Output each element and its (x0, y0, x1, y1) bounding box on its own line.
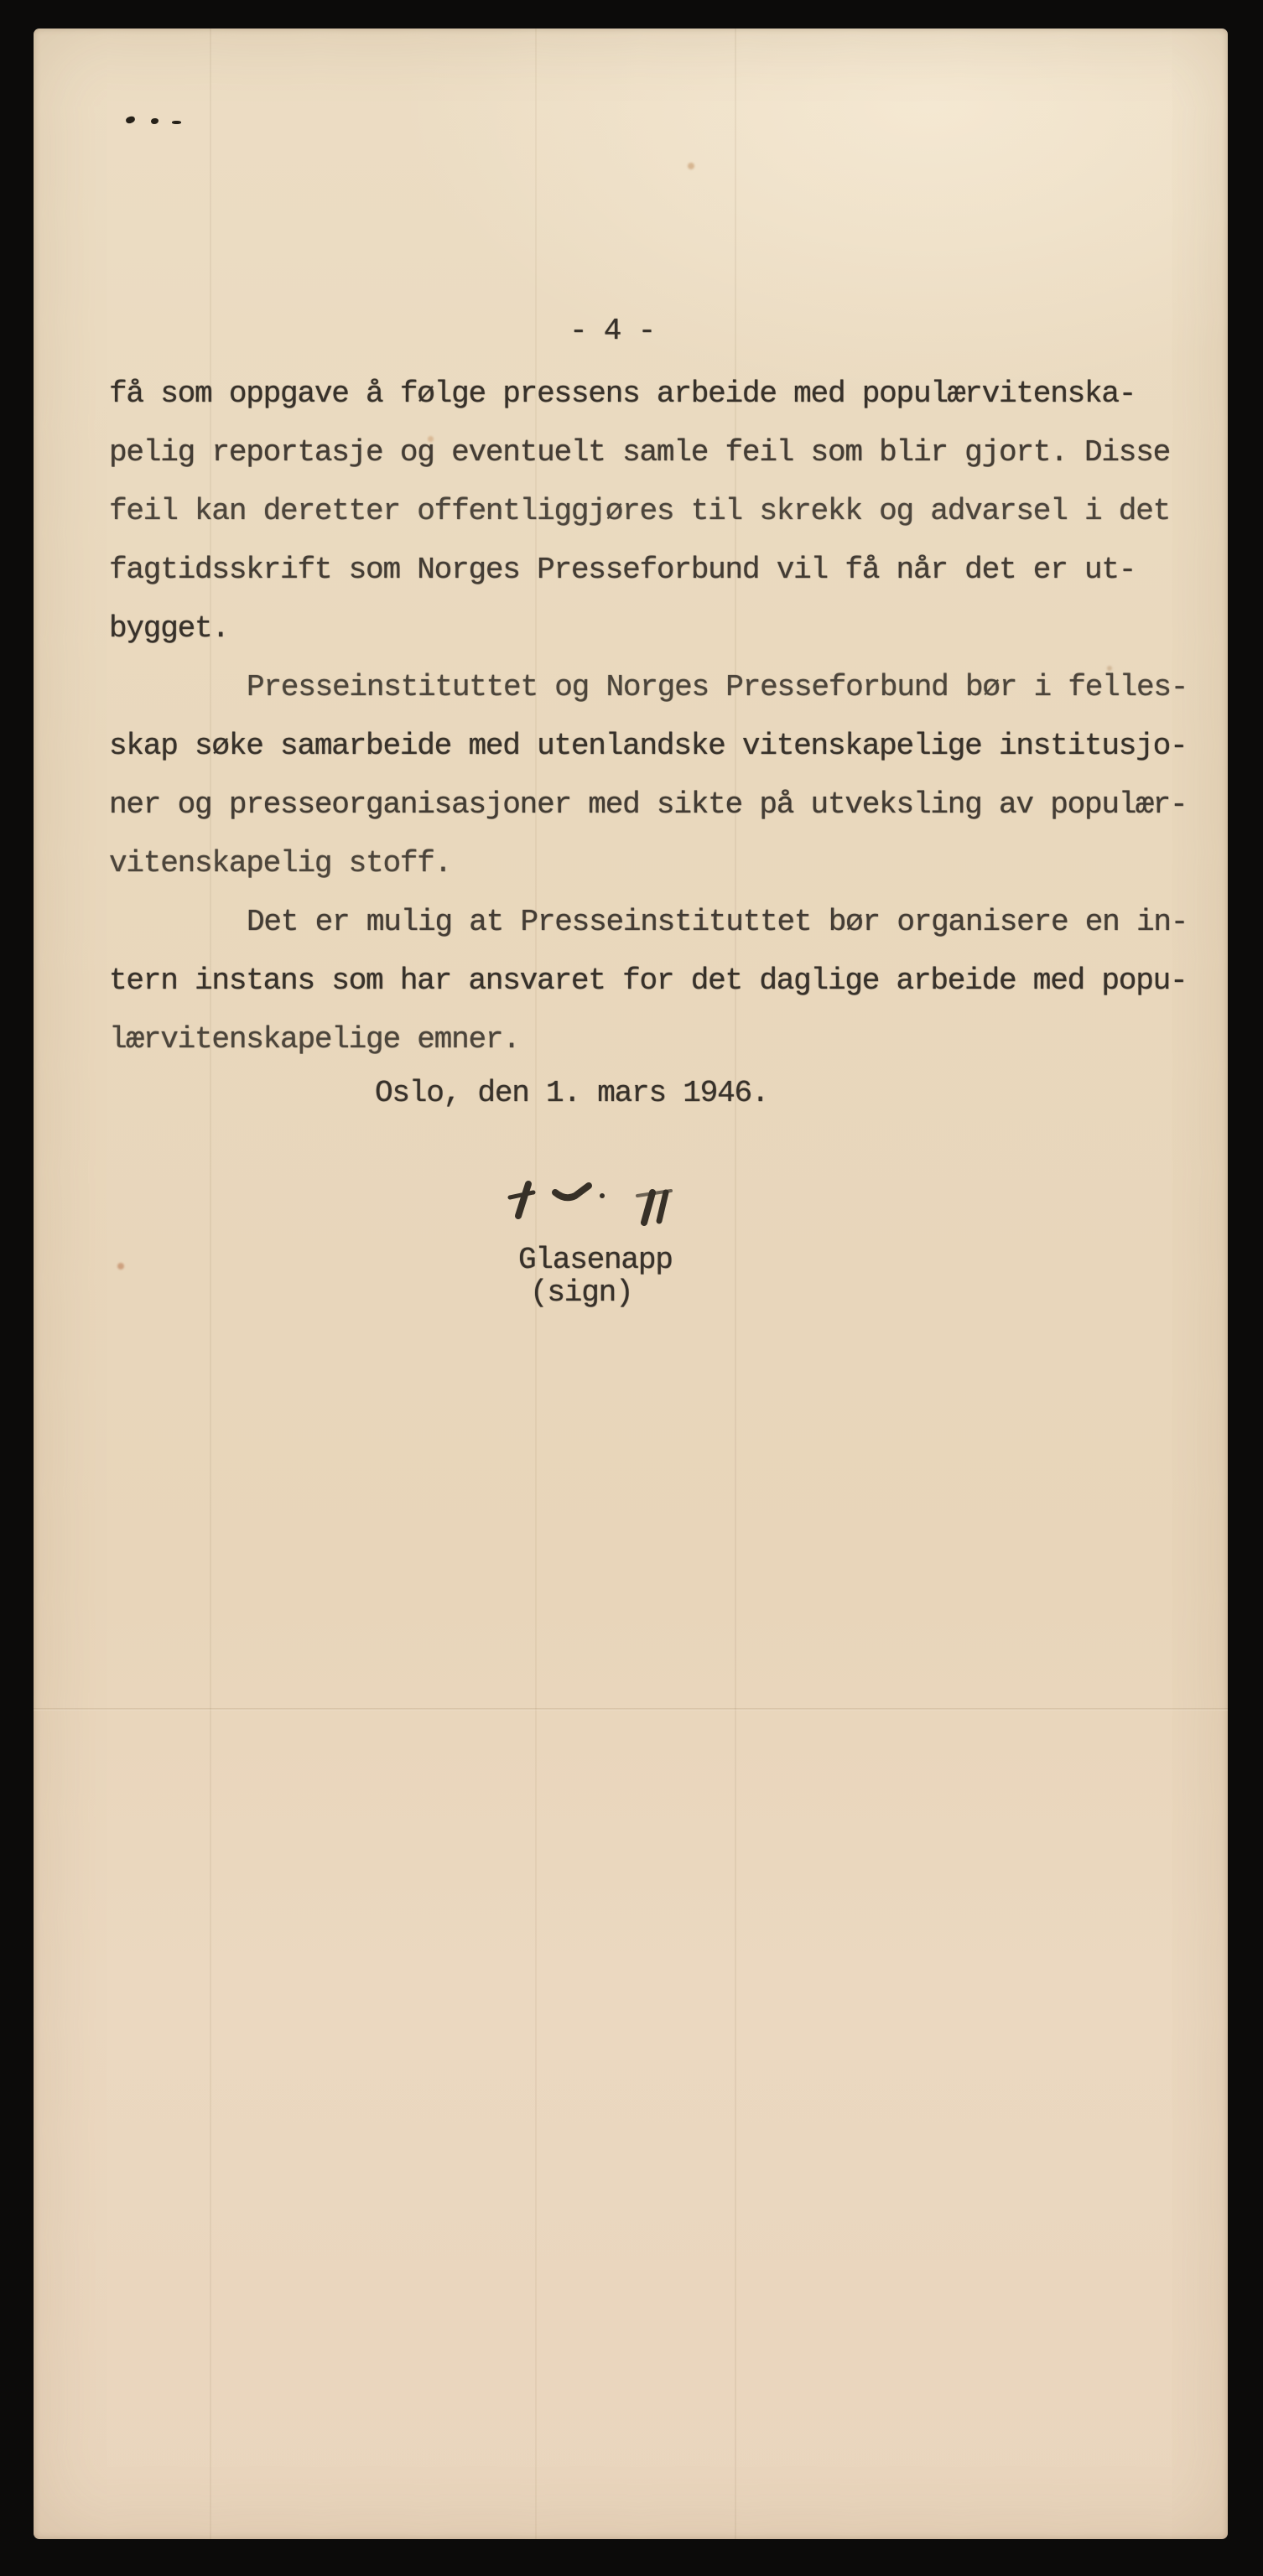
signature-name: Glasenapp (518, 1243, 673, 1277)
text-line: tern instans som har ansvaret for det daglige arbeide med popu- (109, 963, 1188, 998)
document-page (34, 29, 1228, 2539)
text-line: skap søke samarbeide med utenlandske vitenskapelige institusjo- (109, 729, 1188, 763)
signature-ink-marks (503, 1167, 721, 1234)
body-text (109, 365, 1199, 1069)
text-line: pelig reportasje og eventuelt samle feil som blir gjort. Disse (109, 435, 1171, 470)
text-line: få som oppgave å følge pressens arbeide med populærvitenska- (109, 377, 1136, 411)
date-line: Oslo, den 1. mars 1946. (375, 1076, 769, 1110)
paper-stain (117, 1263, 124, 1270)
text-line: lærvitenskapelige emner. (109, 1022, 520, 1057)
signature-sign-label: (sign) (530, 1275, 633, 1310)
text-line: vitenskapelig stoff. (109, 846, 452, 880)
page-number: - 4 - (569, 314, 656, 348)
paper-stain (688, 163, 694, 169)
text-line: Presseinstituttet og Norges Presseforbund bør i felles- (247, 670, 1188, 704)
text-line: fagtidsskrift som Norges Presseforbund vil få når det er ut- (109, 553, 1136, 587)
text-line: Det er mulig at Presseinstituttet bør organisere en in- (247, 905, 1188, 939)
paper-fold-line (34, 1708, 1228, 1711)
text-line: ner og presseorganisasjoner med sikte på utveksling av populær- (109, 787, 1188, 822)
text-line: bygget. (109, 611, 229, 646)
text-line: feil kan deretter offentliggjøres til skrekk og advarsel i det (109, 494, 1171, 528)
ink-dots (126, 114, 193, 131)
